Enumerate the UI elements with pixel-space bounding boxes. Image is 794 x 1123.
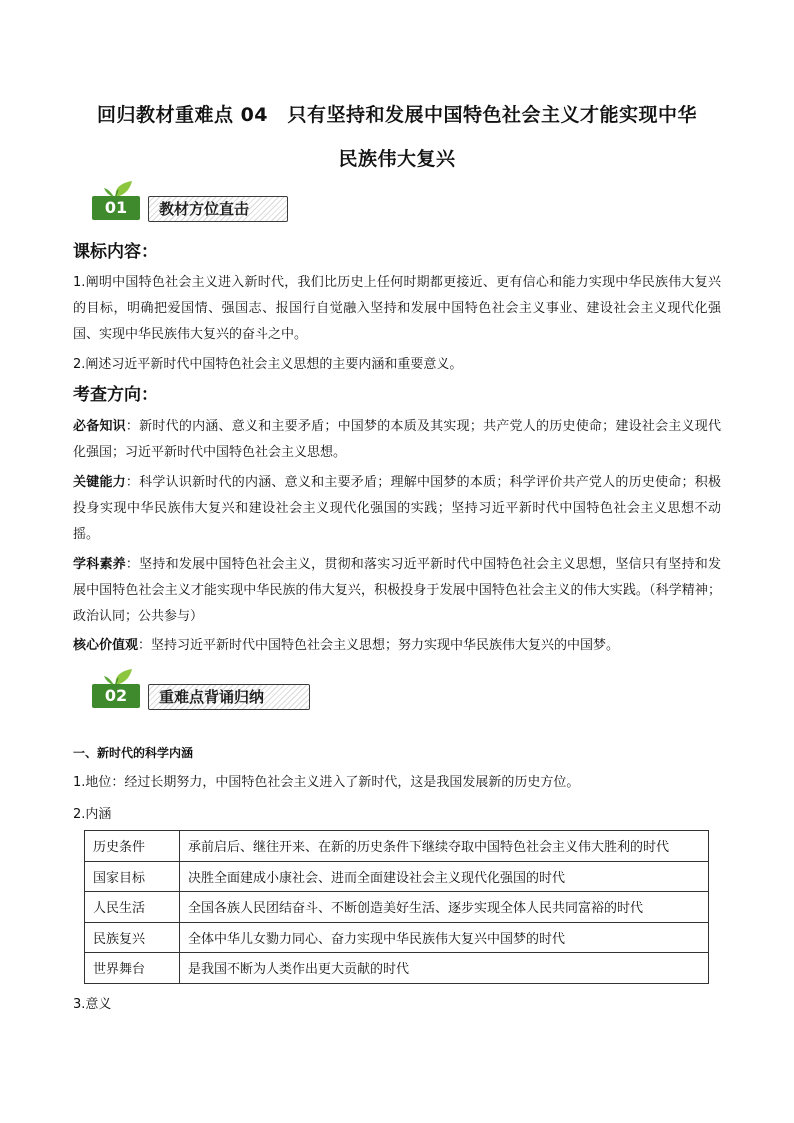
table-cell-key: 历史条件	[85, 831, 180, 862]
connotation-table	[84, 830, 709, 984]
key-ability-label: 关键能力	[73, 475, 126, 490]
standard-item-2: 2.阐述习近平新时代中国特色社会主义思想的主要内涵和重要意义。	[73, 357, 463, 372]
table-row	[85, 831, 709, 862]
table-cell-key: 国家目标	[85, 861, 180, 892]
subject-literacy-label: 学科素养	[73, 557, 126, 572]
exam-key-ability	[73, 470, 721, 548]
table-cell-key: 人民生活	[85, 892, 180, 923]
standard-heading: 课标内容：	[73, 242, 158, 262]
key-ability-text: ：科学认识新时代的内涵、意义和主要矛盾；理解中国梦的本质；科学评价共产党人的历史使命；积极投身实现中华民族伟大复兴和建设社会主义现代化强国的实践；坚持习近平新时代中国特色社会主义思想不动摇。	[73, 475, 721, 542]
table-row	[85, 861, 709, 892]
table-cell-value: 承前启后、继往开来、在新的历史条件下继续夺取中国特色社会主义伟大胜利的时代	[180, 831, 709, 862]
table-row	[85, 892, 709, 923]
badge-label: 教材方位直击	[148, 196, 288, 222]
essential-knowledge-label: 必备知识	[73, 419, 126, 434]
standard-item-1: 1.阐明中国特色社会主义进入新时代，我们比历史上任何时期都更接近、更有信心和能力实现中华民族伟大复兴的目标，明确把爱国情、强国志、报国行自觉融入坚持和发展中国特色社会主义事业、建设社会主义现代化强国、实现中华民族伟大复兴的奋斗之中。	[73, 275, 721, 342]
table-row	[85, 922, 709, 953]
document-title-line1: 回归教材重难点 04 只有坚持和发展中国特色社会主义才能实现中华	[96, 104, 698, 126]
table-cell-value: 全国各族人民团结奋斗、不断创造美好生活、逐步实现全体人民共同富裕的时代	[180, 892, 709, 923]
exam-heading: 考查方向：	[73, 385, 158, 405]
document-title-line2: 民族伟大复兴	[338, 148, 456, 170]
core-values-label: 核心价值观	[73, 638, 139, 653]
table-cell-key: 世界舞台	[85, 953, 180, 984]
core-values-text: ：坚持习近平新时代中国特色社会主义思想；努力实现中华民族伟大复兴的中国梦。	[138, 638, 620, 653]
badge-number: 02	[92, 684, 140, 708]
subject-literacy-text: ：坚持和发展中国特色社会主义，贯彻和落实习近平新时代中国特色社会主义思想，坚信只有坚持和发展中国特色社会主义才能实现中华民族的伟大复兴，积极投身于发展中国特色社会主义的伟大实践。（科学精神；政治认同；公共参与）	[73, 557, 721, 624]
exam-essential-knowledge	[73, 414, 721, 466]
section1-position: 1.地位：经过长期努力，中国特色社会主义进入了新时代，这是我国发展新的历史方位。	[73, 775, 580, 790]
table-cell-value: 全体中华儿女勠力同心、奋力实现中华民族伟大复兴中国梦的时代	[180, 922, 709, 953]
essential-knowledge-text: ：新时代的内涵、意义和主要矛盾；中国梦的本质及其实现；共产党人的历史使命；建设社会主义现代化强国；习近平新时代中国特色社会主义思想。	[73, 419, 721, 460]
exam-subject-literacy	[73, 552, 721, 630]
section1-connotation-label: 2.内涵	[73, 807, 112, 822]
section1-significance-label: 3.意义	[73, 997, 112, 1012]
badge-label: 重难点背诵归纳	[148, 684, 310, 710]
table-cell-key: 民族复兴	[85, 922, 180, 953]
exam-core-values	[73, 633, 721, 659]
table-row	[85, 953, 709, 984]
table-cell-value: 决胜全面建成小康社会、进而全面建设社会主义现代化强国的时代	[180, 861, 709, 892]
section1-heading: 一、新时代的科学内涵	[73, 746, 194, 760]
badge-number: 01	[92, 196, 140, 220]
table-cell-value: 是我国不断为人类作出更大贡献的时代	[180, 953, 709, 984]
